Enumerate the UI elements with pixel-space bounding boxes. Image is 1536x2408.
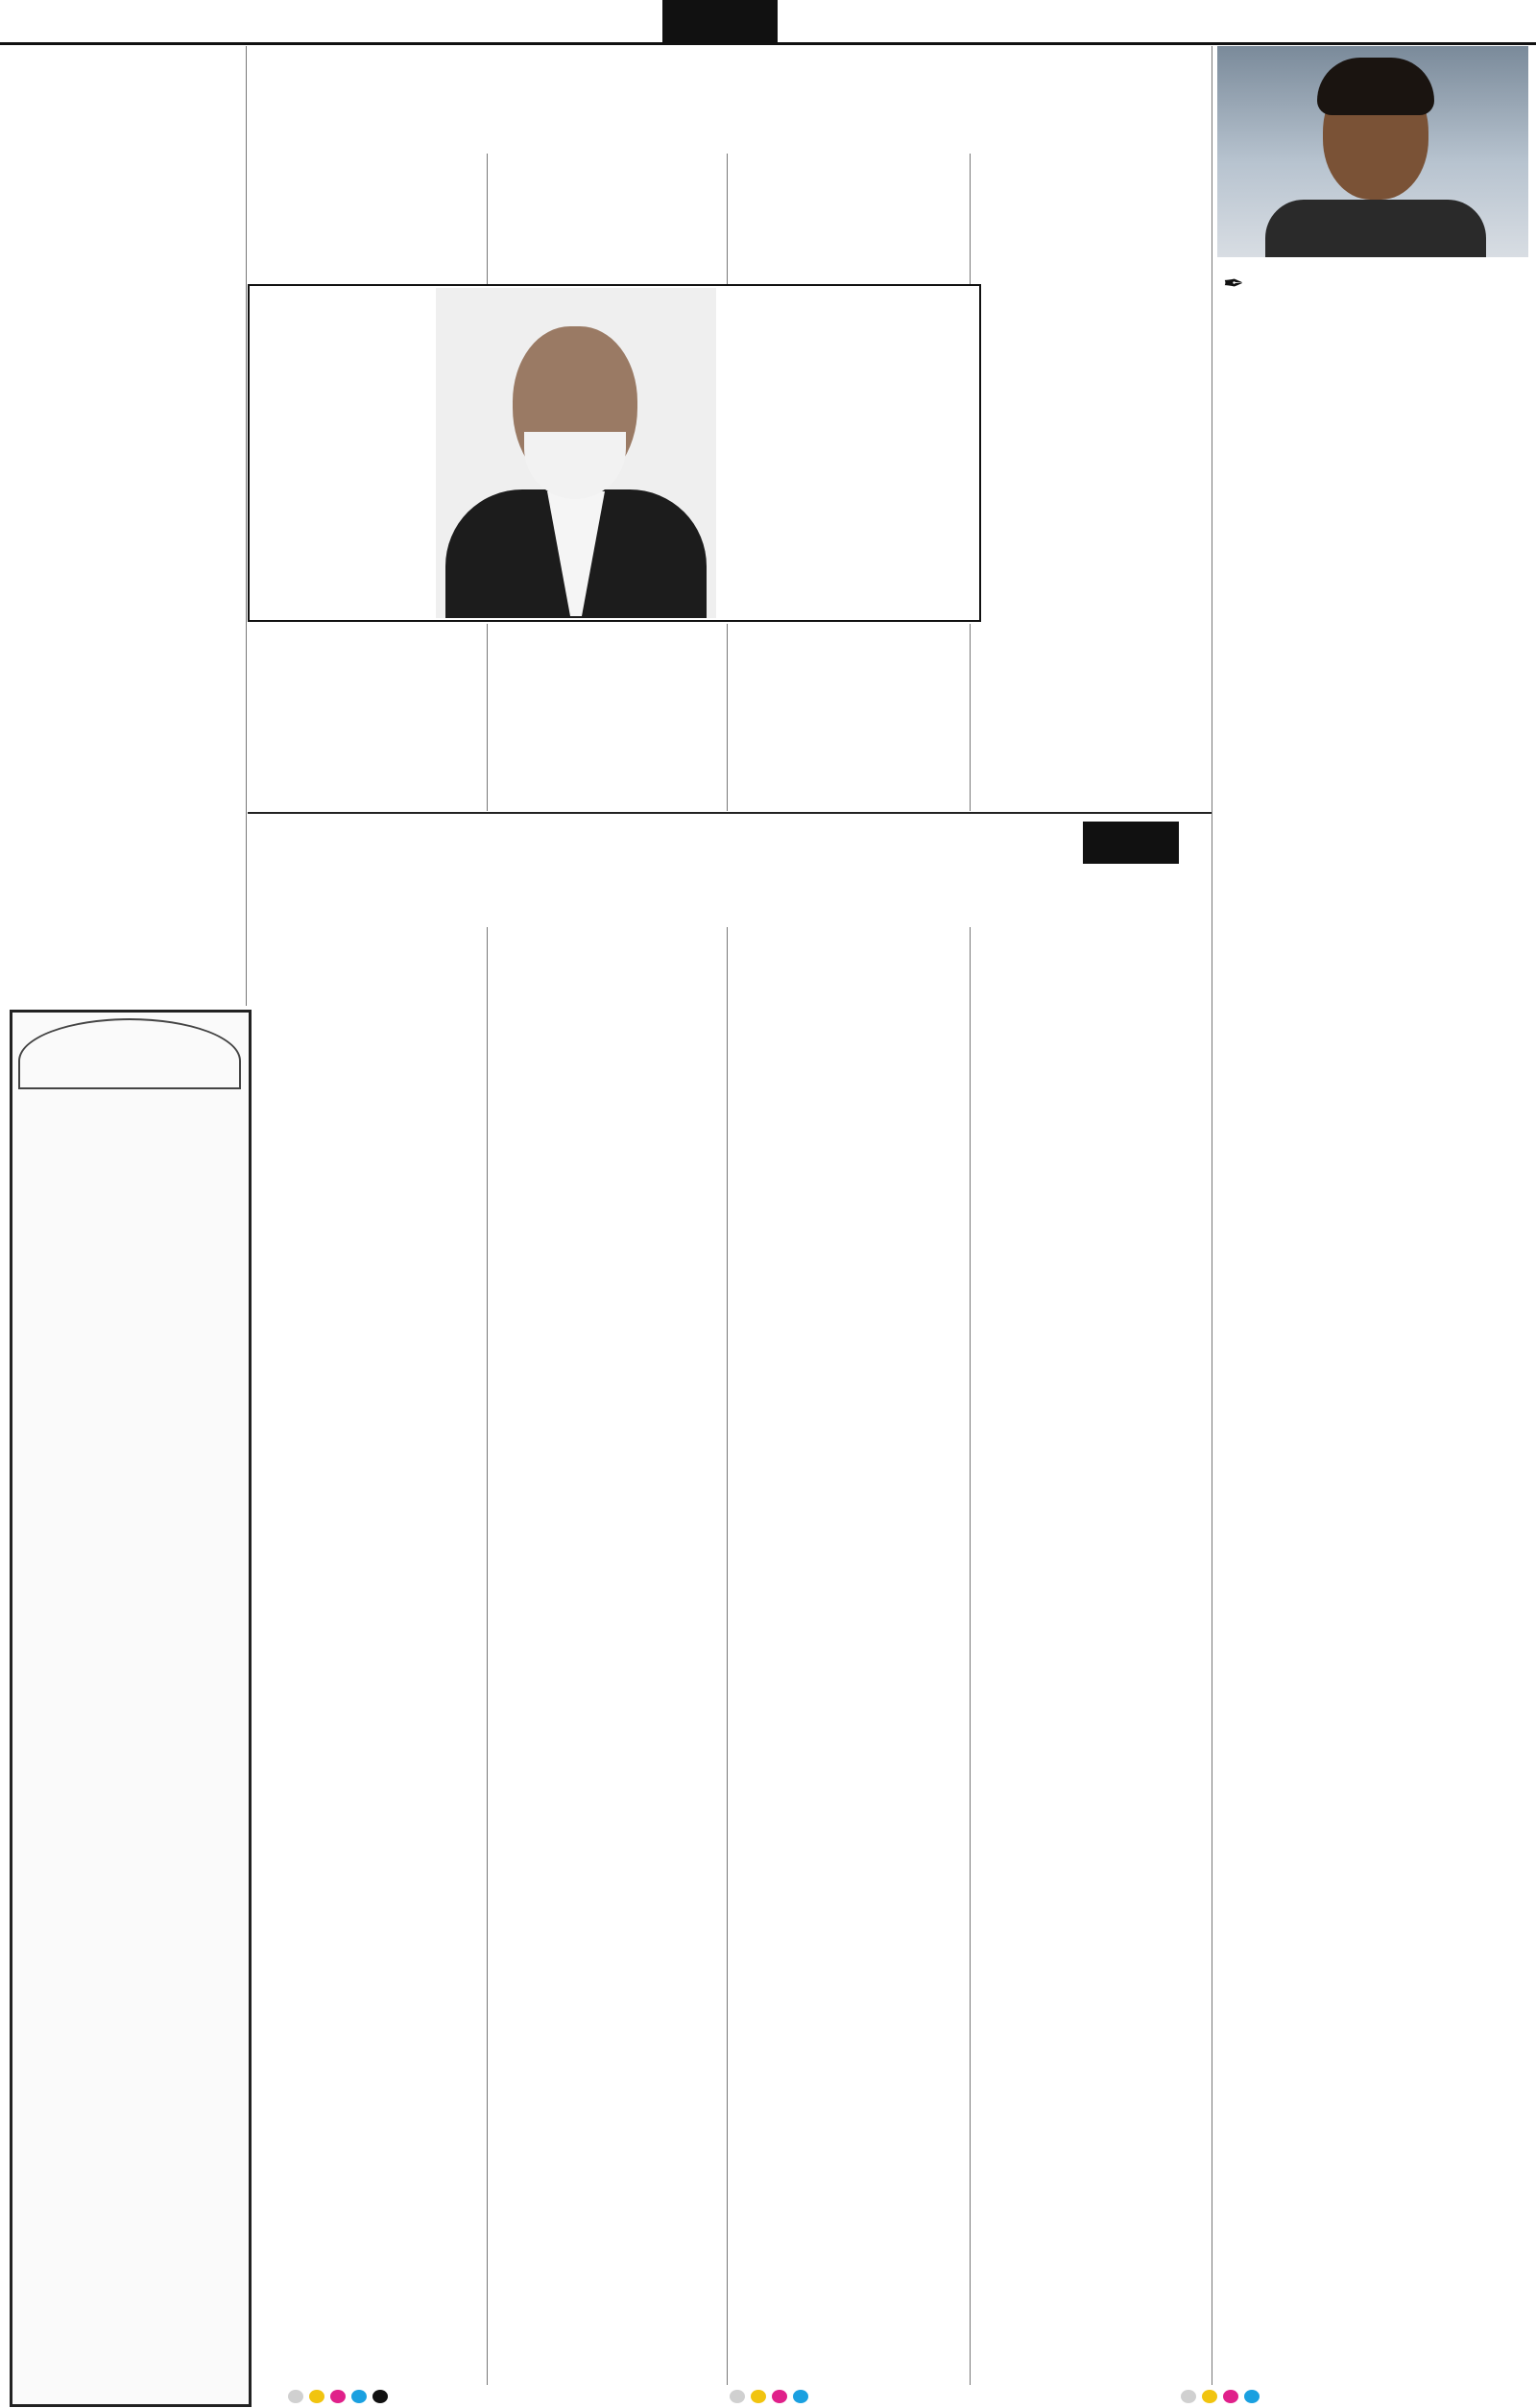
- column-rule: [727, 624, 728, 811]
- registration-mark: [372, 2390, 388, 2403]
- article-column-2: [977, 159, 1206, 280]
- registration-mark: [351, 2390, 367, 2403]
- registration-mark: [730, 2390, 745, 2403]
- story-column-4: [493, 931, 722, 2380]
- article-column-5b: [252, 630, 480, 806]
- registration-mark: [751, 2390, 766, 2403]
- column-rule: [727, 927, 728, 2385]
- ghazal-box: [10, 1010, 252, 2407]
- column-rule: [487, 154, 488, 284]
- registration-mark: [1181, 2390, 1196, 2403]
- column-rule: [246, 46, 247, 1006]
- article-column-3b: [734, 630, 963, 806]
- story-column-3: [734, 931, 963, 2380]
- registration-mark: [1202, 2390, 1217, 2403]
- registration-mark: [772, 2390, 787, 2403]
- page-header: [0, 0, 1536, 45]
- registration-mark: [1244, 2390, 1260, 2403]
- author-name: [1217, 259, 1528, 298]
- story-divider: [248, 812, 1212, 814]
- newspaper-logo: [1459, 2, 1528, 40]
- column-rule: [727, 154, 728, 284]
- article-column-5: [252, 159, 480, 280]
- article-column-4: [493, 159, 722, 280]
- pen-icon: ✒: [1223, 270, 1244, 298]
- registration-mark: [330, 2390, 346, 2403]
- article-column-6: [10, 52, 240, 983]
- registration-mark: [309, 2390, 324, 2403]
- author-photo: [1217, 46, 1528, 257]
- registration-mark: [793, 2390, 808, 2403]
- story-column-1: [1219, 864, 1526, 2380]
- article-column-2b: [977, 288, 1206, 806]
- column-rule: [487, 927, 488, 2385]
- story-column-5: [252, 931, 480, 2361]
- story-column-2: [977, 931, 1206, 2380]
- column-rule: [970, 154, 971, 284]
- registration-mark: [288, 2390, 303, 2403]
- section-label: [662, 0, 778, 42]
- column-rule: [970, 927, 971, 2385]
- article-column-4b: [493, 630, 722, 806]
- column-rule: [970, 624, 971, 811]
- subject-photo: [436, 288, 716, 618]
- registration-mark: [1223, 2390, 1238, 2403]
- article-column-3: [734, 159, 963, 280]
- bio-text: [252, 292, 432, 608]
- installment-label: [1334, 303, 1526, 330]
- column-rule: [487, 624, 488, 811]
- story-title: [480, 816, 1210, 921]
- article-headline: [248, 50, 1208, 154]
